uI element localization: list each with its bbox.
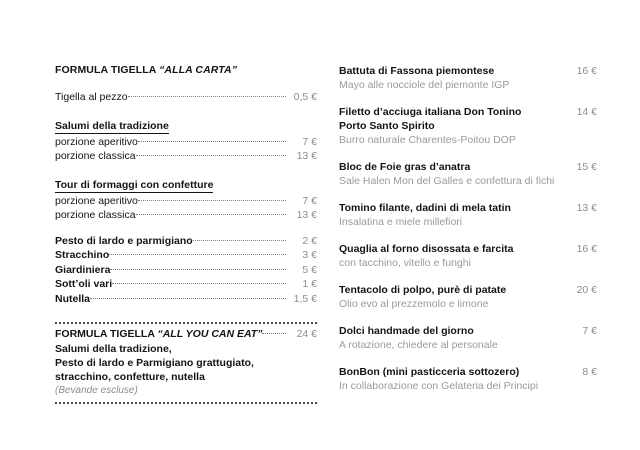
menu-row	[55, 263, 317, 278]
item-description: con tacchino, vitello e funghi	[339, 257, 471, 269]
menu-item	[339, 201, 597, 229]
item-price: 7 €	[302, 135, 317, 148]
item-name: Dolci handmade del giorno	[339, 325, 474, 337]
item-price: 13 €	[296, 209, 317, 221]
menu-group-salumi	[55, 116, 317, 164]
menu-left-column	[55, 64, 317, 404]
menu-item	[339, 283, 597, 311]
dot-leader	[90, 292, 286, 302]
left-column-title-italic: “ALLA CARTA”	[159, 64, 238, 76]
menu-row	[55, 149, 317, 164]
dot-leader	[109, 248, 286, 258]
menu-item-header	[339, 160, 597, 174]
item-name: Quaglia al forno disossata e farcita	[339, 243, 514, 255]
all-you-can-eat-description	[55, 342, 317, 398]
item-price: 3 €	[302, 249, 317, 261]
menu-item-header	[339, 64, 597, 78]
group-heading: Tour di formaggi con confetture	[55, 178, 214, 191]
item-description: Burro naturale Charentes-Poitou DOP	[339, 134, 516, 146]
item-price: 8 €	[582, 366, 597, 378]
dot-leader	[136, 208, 286, 218]
item-price: 5 €	[302, 263, 317, 276]
spacer	[55, 164, 317, 175]
ayce-title-italic: “ALL YOU CAN EAT”	[157, 328, 263, 340]
left-column-title-main: FORMULA TIGELLA	[55, 64, 160, 76]
menu-item-header	[339, 365, 597, 379]
item-name: BonBon (mini pasticceria sottozero)	[339, 366, 520, 378]
item-description: In collaborazione con Gelateria dei Principi	[339, 380, 539, 392]
menu-item-header	[339, 105, 597, 133]
all-you-can-eat-title-row	[55, 327, 317, 342]
all-you-can-eat-title	[55, 327, 262, 342]
item-price: 13 €	[576, 202, 597, 214]
item-name: porzione classica	[55, 150, 136, 162]
item-price: 1 €	[302, 278, 317, 290]
menu-row	[55, 248, 317, 263]
item-description: Sale Halen Mon del Galles e confettura di fichi	[339, 175, 555, 187]
item-name: Tentacolo di polpo, purè di patate	[339, 284, 507, 296]
menu-group-extras	[55, 234, 317, 307]
dot-leader	[262, 327, 286, 337]
item-description: A rotazione, chiedere al personale	[339, 339, 498, 351]
dot-leader	[138, 194, 286, 204]
menu-row	[55, 135, 317, 150]
menu-item-header	[339, 201, 597, 215]
item-name: porzione aperitivo	[55, 135, 138, 148]
item-name: Tigella al pezzo	[55, 91, 128, 103]
menu-row	[55, 277, 317, 292]
menu-item	[339, 105, 597, 147]
item-price: 7 €	[582, 325, 597, 337]
spacer	[55, 105, 317, 116]
item-price: 13 €	[296, 150, 317, 162]
item-name: Nutella	[55, 292, 91, 305]
item-price: 15 €	[576, 161, 597, 173]
menu-item-header	[339, 324, 597, 338]
item-price: 1,5 €	[293, 292, 317, 305]
item-name: Filetto d’acciuga italiana Don Tonino Porto Santo Spirito	[339, 106, 522, 132]
item-price: 20 €	[576, 284, 597, 296]
item-price: 14 €	[576, 106, 597, 118]
all-you-can-eat-block	[55, 322, 317, 404]
dot-leader	[110, 263, 286, 273]
item-name: Sott’oli vari	[55, 278, 113, 290]
item-name: Bloc de Foie gras d’anatra	[339, 161, 471, 173]
dot-leader	[112, 277, 286, 287]
menu-row-tigella-al-pezzo	[55, 90, 317, 105]
menu-item	[339, 324, 597, 352]
item-description: Mayo alle nocciole del piemonte IGP	[339, 79, 510, 91]
menu-item-header	[339, 242, 597, 256]
spacer	[55, 223, 317, 234]
ayce-line: Salumi della tradizione,	[55, 342, 172, 355]
dot-leader	[128, 90, 286, 100]
menu-item	[339, 242, 597, 270]
left-column-title	[55, 64, 317, 76]
item-name: Pesto di lardo e parmigiano	[55, 234, 193, 247]
group-heading: Salumi della tradizione	[55, 119, 169, 132]
item-name: Giardiniera	[55, 263, 111, 276]
ayce-note: (Bevande escluse)	[55, 384, 138, 396]
item-name: Stracchino	[55, 249, 110, 261]
menu-item-header	[339, 283, 597, 297]
menu-row	[55, 234, 317, 249]
ayce-line: Pesto di lardo e Parmigiano grattugiato,	[55, 356, 254, 369]
dot-leader	[138, 135, 286, 145]
ayce-title-main: FORMULA TIGELLA	[55, 328, 158, 340]
item-price: 7 €	[302, 194, 317, 207]
item-price: 16 €	[576, 243, 597, 255]
menu-group-formaggi	[55, 175, 317, 223]
menu-row	[55, 292, 317, 307]
item-price: 2 €	[302, 234, 317, 247]
item-description: Olio evo al prezzemolo e limone	[339, 298, 489, 310]
item-name: Tomino filante, dadini di mela tatin	[339, 202, 511, 214]
menu-item	[339, 160, 597, 188]
item-price: 16 €	[576, 65, 597, 77]
menu-row	[55, 208, 317, 223]
item-name: porzione classica	[55, 209, 136, 221]
dot-leader	[193, 234, 286, 244]
menu-row	[55, 194, 317, 209]
all-you-can-eat-price: 24 €	[296, 328, 317, 340]
menu-right-column	[339, 64, 597, 393]
item-name: porzione aperitivo	[55, 194, 138, 207]
menu-item	[339, 365, 597, 393]
menu-item	[339, 64, 597, 92]
item-price: 0,5 €	[293, 91, 317, 103]
item-name: Battuta di Fassona piemontese	[339, 65, 495, 77]
dot-leader	[136, 149, 286, 159]
item-description: Insalatina e miele millefiori	[339, 216, 463, 228]
ayce-line: stracchino, confetture, nutella	[55, 370, 205, 383]
